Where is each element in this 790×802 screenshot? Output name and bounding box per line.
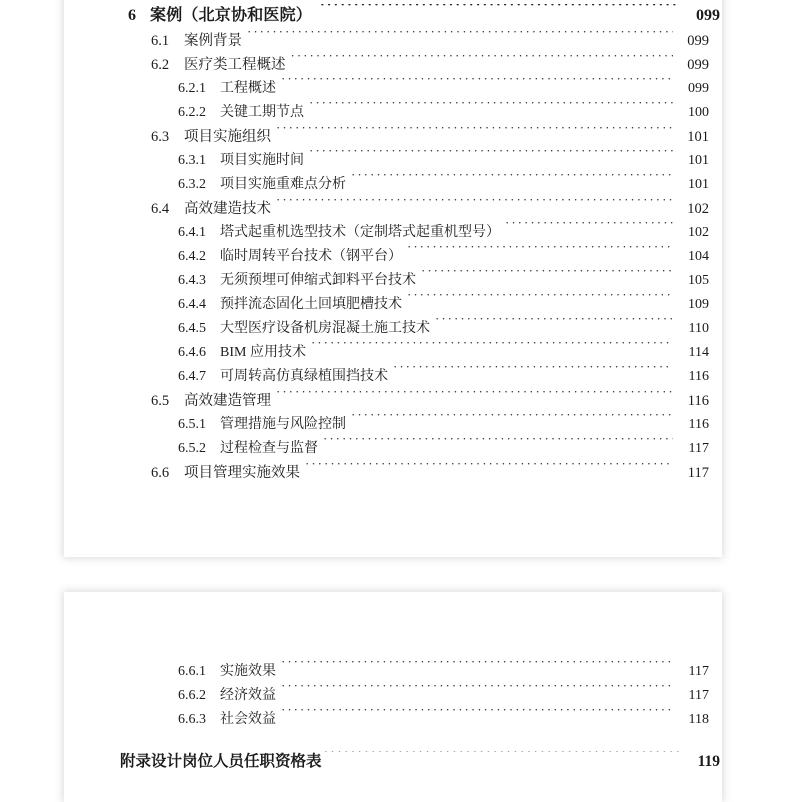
toc-entry-number: 6.4.2 [178,249,206,264]
toc-entry-number: 6.4.7 [178,369,206,384]
toc-entry-title: 工程概述 [220,81,276,96]
toc-entry-page: 116 [688,417,709,432]
toc-entry-title: 项目实施组织 [184,129,271,145]
toc-entry[interactable] [64,708,722,732]
dot-leader [309,102,673,116]
toc-entry-page: 117 [688,688,709,703]
toc-entry[interactable] [64,341,722,365]
toc-entry-page: 102 [688,225,709,240]
toc-entry-number: 6.1 [151,33,170,49]
toc-entry-title: 高效建造管理 [184,393,271,409]
page-1-content [64,0,722,557]
toc-entry-title: 案例（北京协和医院） [150,7,313,24]
toc-entry-title: 可周转高仿真绿植围挡技术 [220,369,388,384]
toc-entry-title: 预拌流态固化土回填肥槽技术 [220,297,402,312]
toc-entry[interactable] [64,173,722,197]
appendix-page: 119 [697,753,720,770]
toc-entry[interactable] [64,317,722,341]
toc-entry[interactable] [64,221,722,245]
toc-entry-page: 110 [688,321,709,336]
toc-entry-number: 6 [128,7,136,24]
toc-entry-number: 6.4.5 [178,321,206,336]
toc-entry-number: 6.3 [151,129,170,145]
dot-leader [281,78,673,92]
dot-leader [435,318,673,332]
toc-entry[interactable] [64,245,722,269]
toc-entry-number: 6.2.2 [178,105,206,120]
toc-entry-title: BIM 应用技术 [220,345,306,360]
dot-leader [421,270,673,284]
dot-leader [247,31,673,46]
dot-leader [505,222,673,236]
dot-leader [281,709,673,723]
toc-entry-title: 临时周转平台技术（钢平台） [220,249,402,264]
toc-entry-page: 101 [688,177,709,192]
toc-entry-number: 6.4 [151,201,170,217]
toc-entry-title: 高效建造技术 [184,201,271,217]
dot-leader [351,414,673,428]
toc-entry-page: 105 [688,273,709,288]
dot-leader [407,246,673,260]
toc-entry-page: 102 [687,201,709,217]
toc-entry-page: 114 [688,345,709,360]
dot-leader [320,4,680,20]
dot-leader [407,294,673,308]
toc-page-1 [64,0,722,557]
toc-entry-page: 117 [688,441,709,456]
toc-entry-number: 6.6.2 [178,688,206,703]
toc-entry-number: 6.4.3 [178,273,206,288]
toc-entry[interactable] [64,29,722,53]
toc-entry-number: 6.4.1 [178,225,206,240]
toc-entry-page: 099 [696,7,720,24]
toc-entry-number: 6.5.1 [178,417,206,432]
toc-entry[interactable] [64,365,722,389]
appendix-title: 设计岗位人员任职资格表 [151,753,322,770]
toc-entry-title: 无须预埋可伸缩式卸料平台技术 [220,273,416,288]
toc-entry-number: 6.2.1 [178,81,206,96]
section-spacer [64,732,722,748]
page-2-content [64,592,722,802]
toc-entry-page: 109 [688,297,709,312]
dot-leader [305,463,673,478]
toc-entry-title: 关键工期节点 [220,105,304,120]
dot-leader [323,438,673,452]
toc-entry-page: 100 [688,105,709,120]
toc-appendix-entry[interactable] [64,748,722,775]
toc-entry[interactable] [64,389,722,413]
toc-entry-number: 6.6.3 [178,712,206,727]
toc-entry-page: 099 [687,57,709,73]
toc-entry-page: 118 [688,712,709,727]
toc-entry-title: 案例背景 [184,33,242,49]
toc-entry-number: 6.3.2 [178,177,206,192]
appendix-label: 附录 [120,753,152,770]
toc-entry-title: 社会效益 [220,712,276,727]
toc-entry-title: 塔式起重机选型技术（定制塔式起重机型号） [220,225,500,240]
toc-entry-number: 6.4.4 [178,297,206,312]
toc-entry[interactable] [64,413,722,437]
toc-entry-page: 116 [688,369,709,384]
toc-entry-title: 项目实施时间 [220,153,304,168]
toc-entry[interactable] [64,461,722,485]
toc-entry-page: 117 [687,465,709,481]
dot-leader [311,342,673,356]
toc-entry-title: 经济效益 [220,688,276,703]
toc-entry[interactable] [64,0,722,29]
dot-leader [276,127,673,142]
dot-leader [291,55,674,70]
toc-entry-title: 项目实施重难点分析 [220,177,346,192]
toc-entry-page: 117 [688,664,709,679]
toc-entry-number: 6.5 [151,393,170,409]
toc-entry[interactable] [64,437,722,461]
toc-entry[interactable] [64,77,722,101]
dot-leader [351,174,673,188]
toc-entry[interactable] [64,293,722,317]
toc-entry-title: 管理措施与风险控制 [220,417,346,432]
dot-leader [276,199,673,214]
toc-entry-number: 6.6 [151,465,170,481]
toc-entry-number: 6.3.1 [178,153,206,168]
toc-entry[interactable] [64,197,722,221]
dot-leader [281,661,673,675]
dot-leader [309,150,673,164]
toc-entry[interactable] [64,125,722,149]
toc-entry-title: 实施效果 [220,664,276,679]
toc-entry-page: 099 [688,81,709,96]
toc-entry-title: 项目管理实施效果 [184,465,300,481]
toc-entry[interactable] [64,269,722,293]
toc-entry-page: 101 [687,129,709,145]
toc-entry-title: 过程检查与监督 [220,441,318,456]
toc-entry[interactable] [64,684,722,708]
dot-leader [276,391,673,406]
toc-entry[interactable] [64,660,722,684]
toc-entry[interactable] [64,101,722,125]
toc-entry-page: 104 [688,249,709,264]
toc-entry[interactable] [64,149,722,173]
toc-entry-number: 6.5.2 [178,441,206,456]
toc-entry-number: 6.2 [151,57,170,73]
toc-entry-title: 医疗类工程概述 [184,57,286,73]
dot-leader [324,751,680,767]
toc-entry-page: 116 [687,393,709,409]
dot-leader [393,366,673,380]
toc-entry-number: 6.4.6 [178,345,206,360]
toc-entry[interactable] [64,53,722,77]
toc-entry-title: 大型医疗设备机房混凝土施工技术 [220,321,430,336]
toc-entry-number: 6.6.1 [178,664,206,679]
toc-page-2 [64,592,722,802]
toc-entry-page: 101 [688,153,709,168]
dot-leader [281,685,673,699]
toc-entry-page: 099 [687,33,709,49]
